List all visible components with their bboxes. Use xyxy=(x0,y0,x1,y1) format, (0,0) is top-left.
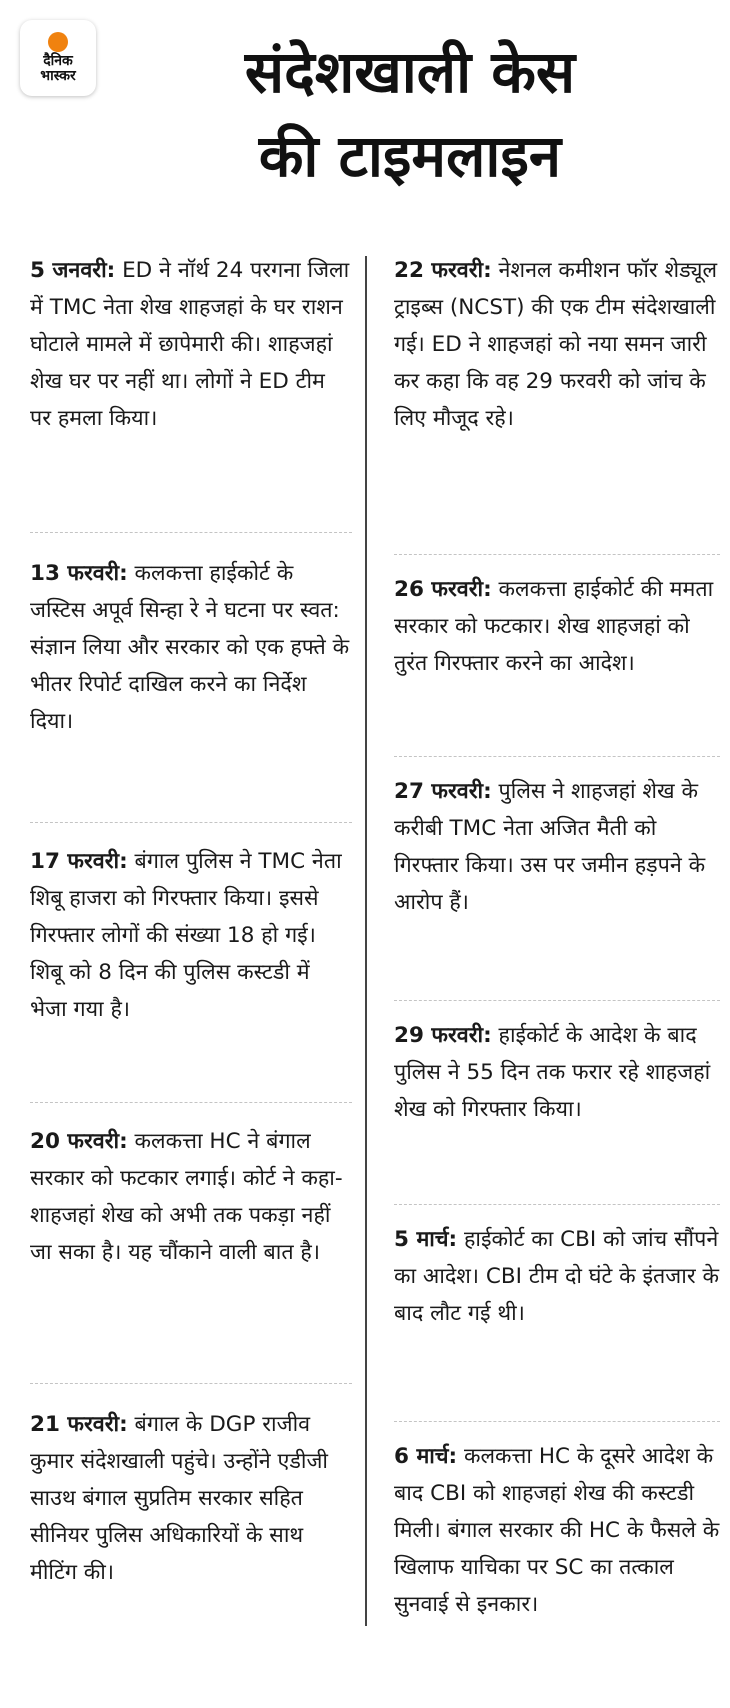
timeline-entry-feb-22 xyxy=(394,252,720,555)
entry-date: 26 फरवरी: xyxy=(394,577,492,602)
entry-date: 5 मार्च: xyxy=(394,1227,458,1252)
entry-text: हाईकोर्ट का CBI को जांच सौंपने का आदेश। CBI टीम दो घंटे के इंतजार के बाद लौट गई थी। xyxy=(394,1227,719,1326)
title-line-1: संदेशखाली केस xyxy=(244,38,576,106)
dainik-bhaskar-logo[interactable] xyxy=(20,20,96,96)
entry-text: ED ने नॉर्थ 24 परगना जिला में TMC नेता शेख शाहजहां के घर राशन घोटाले मामले में छापेमारी की। शाहजहां शेख घर पर नहीं था। लोगों ने ED टीम पर हमला किया। xyxy=(30,258,350,431)
entry-text: हाईकोर्ट के आदेश के बाद पुलिस ने 55 दिन तक फरार रहे शाहजहां शेख को गिरफ्तार किया। xyxy=(394,1023,711,1122)
entry-text: कलकत्ता हाईकोर्ट की ममता सरकार को फटकार। शेख शाहजहां को तुरंत गिरफ्तार करने का आदेश। xyxy=(394,577,714,676)
entry-date: 22 फरवरी: xyxy=(394,258,492,283)
timeline-entry-feb-20 xyxy=(30,1123,352,1384)
page-title xyxy=(130,30,690,198)
timeline-entry-feb-21 xyxy=(30,1406,352,1706)
entry-date: 29 फरवरी: xyxy=(394,1023,492,1048)
logo-text-line2: भास्कर xyxy=(40,68,76,84)
entry-text: बंगाल पुलिस ने TMC नेता शिबू हाजरा को गिरफ्तार किया। इससे गिरफ्तार लोगों की संख्या 18 हो गई। शिबू को 8 दिन की पुलिस कस्टडी में भेजा गया है। xyxy=(30,849,342,1022)
timeline-entry-jan-5 xyxy=(30,252,352,533)
entry-text: नेशनल कमीशन फॉर शेड्यूल ट्राइब्स (NCST) की एक टीम संदेशखाली गई। ED ने शाहजहां को नया समन जारी कर कहा कि वह 29 फरवरी को जांच के लिए मौजूद रहे। xyxy=(394,258,718,431)
entry-text: कलकत्ता HC ने बंगाल सरकार को फटकार लगाई। कोर्ट ने कहा- शाहजहां शेख को अभी तक पकड़ा नहीं जा सका है। यह चौंकाने वाली बात है। xyxy=(30,1129,343,1265)
timeline-left-column xyxy=(30,244,352,1706)
entry-date: 20 फरवरी: xyxy=(30,1129,128,1154)
entry-date: 13 फरवरी: xyxy=(30,561,128,586)
entry-date: 5 जनवरी: xyxy=(30,258,116,283)
logo-text-line1: दैनिक xyxy=(43,53,73,69)
timeline-entry-mar-6 xyxy=(394,1438,720,1708)
timeline-entry-mar-5 xyxy=(394,1221,720,1422)
entry-date: 27 फरवरी: xyxy=(394,779,492,804)
entry-text: बंगाल के DGP राजीव कुमार संदेशखाली पहुंचे। उन्होंने एडीजी साउथ बंगाल सुप्रतिम सरकार सहित सीनियर पुलिस अधिकारियों के साथ मीटिंग की। xyxy=(30,1412,328,1585)
entry-date: 17 फरवरी: xyxy=(30,849,128,874)
timeline-entry-feb-17 xyxy=(30,843,352,1103)
sun-icon xyxy=(48,32,68,52)
timeline-entry-feb-29 xyxy=(394,1017,720,1205)
entry-text: पुलिस ने शाहजहां शेख के करीबी TMC नेता अजित मैती को गिरफ्तार किया। उस पर जमीन हड़पने के आरोप हैं। xyxy=(394,779,706,915)
timeline-entry-feb-13 xyxy=(30,555,352,823)
entry-text: कलकत्ता HC के दूसरे आदेश के बाद CBI को शाहजहां शेख की कस्टडी मिली। बंगाल सरकार की HC के फैसले के खिलाफ याचिका पर SC का तत्काल सुनवाई से इनकार। xyxy=(394,1444,720,1617)
entry-date: 21 फरवरी: xyxy=(30,1412,128,1437)
entry-text: कलकत्ता हाईकोर्ट के जस्टिस अपूर्व सिन्हा रे ने घटना पर स्वत: संज्ञान लिया और सरकार को एक हफ्ते के भीतर रिपोर्ट दाखिल करने का निर्देश दिया। xyxy=(30,561,350,734)
title-line-2: की टाइमलाइन xyxy=(258,122,562,190)
timeline-entry-feb-27 xyxy=(394,773,720,1001)
timeline-entry-feb-26 xyxy=(394,571,720,757)
column-divider xyxy=(365,256,367,1626)
timeline-right-column xyxy=(394,244,720,1708)
entry-date: 6 मार्च: xyxy=(394,1444,458,1469)
